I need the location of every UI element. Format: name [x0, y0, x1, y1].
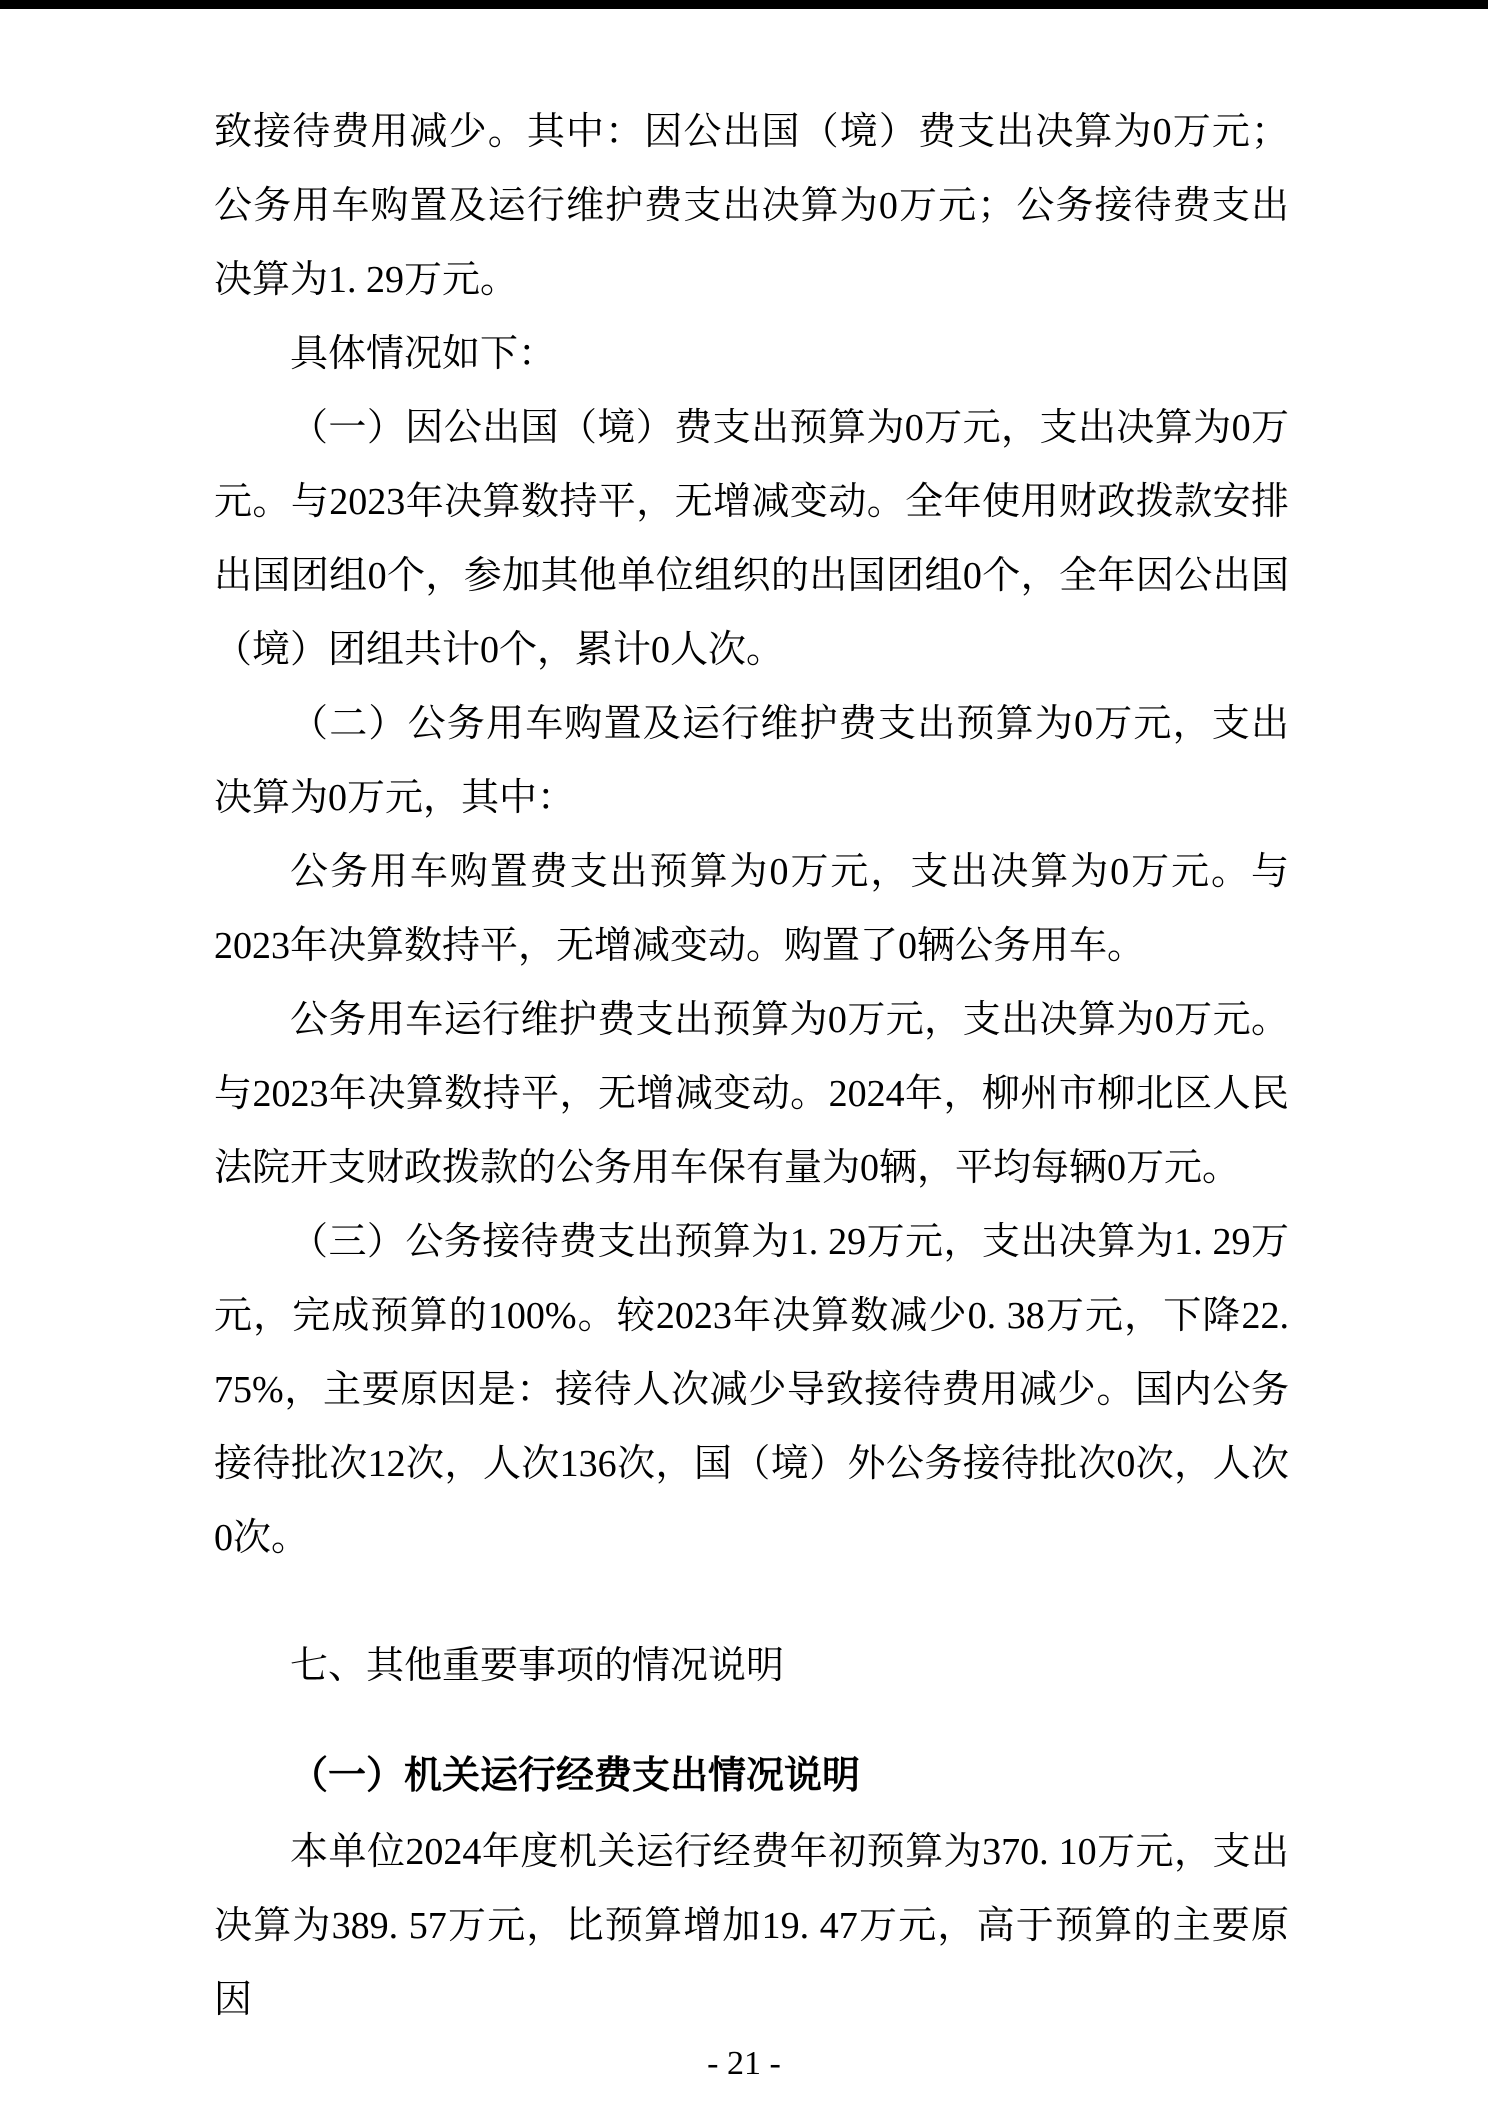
page-top-border: [0, 0, 1488, 9]
page-number: - 21 -: [707, 2045, 781, 2082]
paragraph-operating-funds-detail: 本单位2024年度机关运行经费年初预算为370. 10万元，支出决算为389. 57万元，比预算增加19. 47万元，高于预算的主要原因: [214, 1831, 1289, 2021]
paragraph-item3-official-reception: （三）公务接待费支出预算为1. 29万元，支出决算为1. 29万元，完成预算的100%。较2023年决算数减少0. 38万元，下降22. 75%，主要原因是：接待人次减少导致接待费用减少。国内公务接待批次12次，人次136次，国（境）外公务接待批次0次，人次0次。: [214, 1221, 1289, 1559]
paragraph-details-intro: 具体情况如下：: [290, 333, 557, 375]
paragraph-three-public-expenses-summary: 致接待费用减少。其中：因公出国（境）费支出决算为0万元；公务用车购置及运行维护费支出决算为0万元；公务接待费支出决算为1. 29万元。: [214, 111, 1289, 301]
paragraph-vehicle-purchase-detail: 公务用车购置费支出预算为0万元，支出决算为0万元。与2023年决算数持平，无增减变动。购置了0辆公务用车。: [214, 851, 1289, 967]
section-heading-other-important-matters: 七、其他重要事项的情况说明: [290, 1645, 785, 1687]
paragraph-item1-overseas-trips: （一）因公出国（境）费支出预算为0万元，支出决算为0万元。与2023年决算数持平，无增减变动。全年使用财政拨款安排出国团组0个，参加其他单位组织的出国团组0个，全年因公出国（境）团组共计0个，累计0人次。: [214, 407, 1289, 671]
subsection-heading-operating-funds: （一）机关运行经费支出情况说明: [290, 1755, 861, 1797]
paragraph-item2-official-vehicles: （二）公务用车购置及运行维护费支出预算为0万元，支出决算为0万元，其中：: [214, 703, 1289, 819]
document-body: [214, 95, 1289, 2037]
paragraph-vehicle-maintenance-detail: 公务用车运行维护费支出预算为0万元，支出决算为0万元。与2023年决算数持平，无增减变动。2024年，柳州市柳北区人民法院开支财政拨款的公务用车保有量为0辆，平均每辆0万元。: [214, 999, 1289, 1189]
